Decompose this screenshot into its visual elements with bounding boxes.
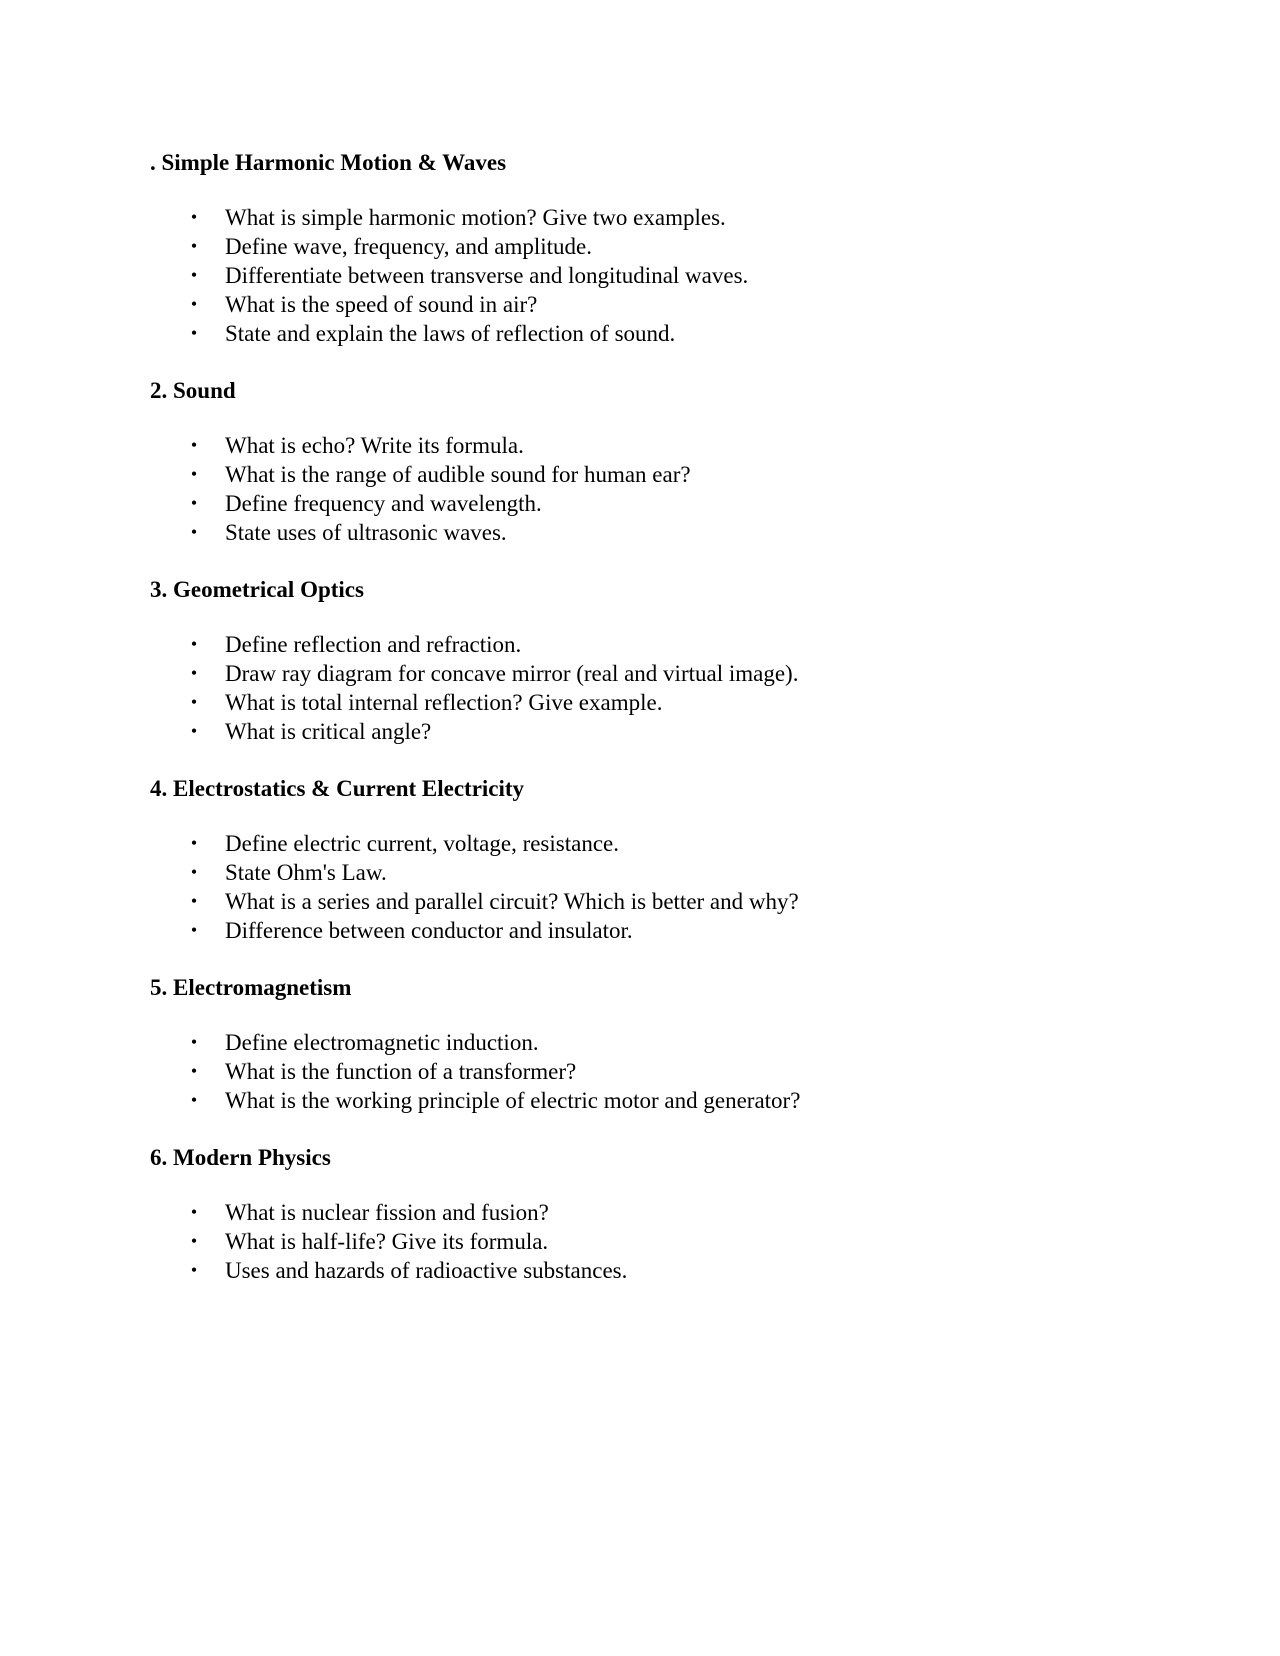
question-text: What is a series and parallel circuit? Which is better and why? <box>225 889 799 914</box>
bullet-icon: • <box>190 294 198 314</box>
list-item <box>150 858 1150 887</box>
question-list <box>150 630 1150 746</box>
list-item <box>150 916 1150 945</box>
question-text: Define electromagnetic induction. <box>225 1030 539 1055</box>
list-item <box>150 319 1150 348</box>
list-item <box>150 1057 1150 1086</box>
list-item <box>150 261 1150 290</box>
question-text: State uses of ultrasonic waves. <box>225 520 507 545</box>
list-item <box>150 460 1150 489</box>
bullet-icon: • <box>190 891 198 911</box>
bullet-icon: • <box>190 1032 198 1052</box>
section-title: . Simple Harmonic Motion & Waves <box>150 150 507 175</box>
question-text: Define reflection and refraction. <box>225 632 522 657</box>
list-item <box>150 688 1150 717</box>
question-text: What is critical angle? <box>225 719 432 744</box>
bullet-icon: • <box>190 721 198 741</box>
bullet-icon: • <box>190 634 198 654</box>
question-text: What is half-life? Give its formula. <box>225 1229 549 1254</box>
section-sound <box>150 376 1150 547</box>
section-title: 4. Electrostatics & Current Electricity <box>150 776 525 801</box>
list-item <box>150 290 1150 319</box>
list-item <box>150 1086 1150 1115</box>
bullet-icon: • <box>190 207 198 227</box>
section-title: 2. Sound <box>150 378 236 403</box>
bullet-icon: • <box>190 833 198 853</box>
bullet-icon: • <box>190 862 198 882</box>
list-item <box>150 829 1150 858</box>
list-item <box>150 1198 1150 1227</box>
question-text: What is simple harmonic motion? Give two examples. <box>225 205 726 230</box>
bullet-icon: • <box>190 1260 198 1280</box>
section-electrostatics <box>150 774 1150 945</box>
section-title: 6. Modern Physics <box>150 1145 331 1170</box>
question-list <box>150 1198 1150 1285</box>
section-electromagnetism <box>150 973 1150 1115</box>
list-item <box>150 1256 1150 1285</box>
list-item <box>150 1028 1150 1057</box>
question-text: Difference between conductor and insulator. <box>225 918 633 943</box>
list-item <box>150 630 1150 659</box>
bullet-icon: • <box>190 1231 198 1251</box>
question-text: Define wave, frequency, and amplitude. <box>225 234 592 259</box>
bullet-icon: • <box>190 435 198 455</box>
question-list <box>150 203 1150 348</box>
list-item <box>150 232 1150 261</box>
question-text: What is the speed of sound in air? <box>225 292 538 317</box>
question-text: Define frequency and wavelength. <box>225 491 542 516</box>
section-modern-physics <box>150 1143 1150 1285</box>
question-text: What is the working principle of electric motor and generator? <box>225 1088 801 1113</box>
question-list <box>150 1028 1150 1115</box>
bullet-icon: • <box>190 236 198 256</box>
list-item <box>150 659 1150 688</box>
list-item <box>150 887 1150 916</box>
bullet-icon: • <box>190 493 198 513</box>
bullet-icon: • <box>190 1090 198 1110</box>
list-item <box>150 203 1150 232</box>
question-text: What is nuclear fission and fusion? <box>225 1200 549 1225</box>
list-item <box>150 518 1150 547</box>
question-text: Differentiate between transverse and longitudinal waves. <box>225 263 749 288</box>
bullet-icon: • <box>190 920 198 940</box>
question-text: What is total internal reflection? Give example. <box>225 690 663 715</box>
bullet-icon: • <box>190 1061 198 1081</box>
list-item <box>150 431 1150 460</box>
question-text: What is the range of audible sound for human ear? <box>225 462 691 487</box>
section-geometrical-optics <box>150 575 1150 746</box>
bullet-icon: • <box>190 464 198 484</box>
question-text: Define electric current, voltage, resistance. <box>225 831 619 856</box>
document-page <box>150 148 1150 1313</box>
question-text: What is echo? Write its formula. <box>225 433 524 458</box>
question-text: What is the function of a transformer? <box>225 1059 577 1084</box>
bullet-icon: • <box>190 265 198 285</box>
question-text: State and explain the laws of reflection of sound. <box>225 321 676 346</box>
question-text: State Ohm's Law. <box>225 860 387 885</box>
bullet-icon: • <box>190 1202 198 1222</box>
bullet-icon: • <box>190 323 198 343</box>
list-item <box>150 1227 1150 1256</box>
section-shm-waves <box>150 148 1150 348</box>
question-list <box>150 829 1150 945</box>
section-title: 5. Electromagnetism <box>150 975 352 1000</box>
question-text: Draw ray diagram for concave mirror (real and virtual image). <box>225 661 799 686</box>
bullet-icon: • <box>190 522 198 542</box>
bullet-icon: • <box>190 692 198 712</box>
list-item <box>150 717 1150 746</box>
section-title: 3. Geometrical Optics <box>150 577 364 602</box>
list-item <box>150 489 1150 518</box>
question-text: Uses and hazards of radioactive substances. <box>225 1258 628 1283</box>
bullet-icon: • <box>190 663 198 683</box>
question-list <box>150 431 1150 547</box>
